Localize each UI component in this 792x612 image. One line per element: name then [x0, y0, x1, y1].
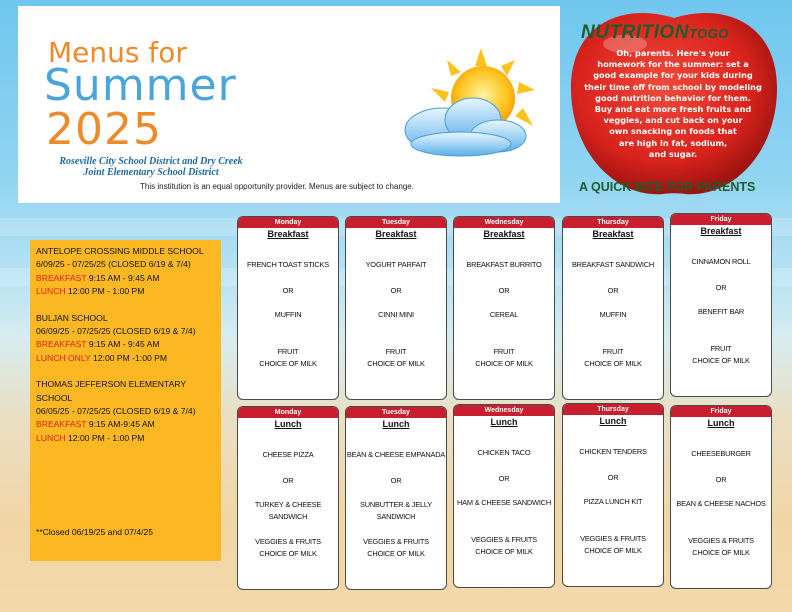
day-label: Friday	[671, 214, 771, 225]
menu-item: SUNBUTTER & JELLY	[359, 500, 433, 509]
lunch-card	[670, 405, 772, 589]
meal-label: Lunch	[382, 419, 410, 429]
title-line-2: Summer	[44, 60, 237, 111]
title-panel	[18, 6, 560, 203]
breakfast-card	[237, 216, 339, 400]
menu-side: CHOICE OF MILK	[692, 356, 750, 365]
school-info	[36, 312, 215, 366]
breakfast-card	[562, 216, 664, 400]
or-label: OR	[498, 474, 510, 483]
school-name: ANTELOPE CROSSING MIDDLE SCHOOL	[36, 246, 204, 256]
menu-side: FRUIT	[493, 347, 515, 356]
closed-note: **Closed 06/19/25 and 07/4/25	[36, 527, 154, 537]
menu-side: VEGGIES & FRUITS	[471, 535, 537, 544]
day-label: Tuesday	[346, 217, 446, 228]
menu-item: SANDWICH	[376, 512, 416, 521]
menu-item: BEAN & CHEESE NACHOS	[676, 499, 766, 508]
nutrition-footer: A QUICK BITE FOR PARENTS	[579, 180, 756, 194]
breakfast-card	[345, 216, 447, 400]
meal-label: Lunch	[707, 418, 735, 428]
or-label: OR	[390, 286, 402, 295]
menu-side: VEGGIES & FRUITS	[580, 534, 646, 543]
menu-side: CHOICE OF MILK	[692, 548, 750, 557]
school-name: THOMAS JEFFERSON ELEMENTARY SCHOOL	[36, 379, 186, 403]
day-label: Thursday	[563, 404, 663, 415]
or-label: OR	[607, 473, 619, 482]
menu-item: CHICKEN TACO	[477, 448, 531, 457]
meal-label: Breakfast	[483, 229, 525, 239]
menu-side: FRUIT	[277, 347, 299, 356]
day-label: Friday	[671, 406, 771, 417]
menu-side: CHOICE OF MILK	[584, 546, 642, 555]
disclaimer: This institution is an equal opportunity provider. Menus are subject to change.	[140, 182, 414, 191]
menu-item: BREAKFAST BURRITO	[466, 260, 542, 269]
school-lunch: LUNCH 12:00 PM - 1:00 PM	[36, 432, 145, 443]
menu-item: FRENCH TOAST STICKS	[246, 260, 330, 269]
school-lunch: LUNCH ONLY 12:00 PM -1:00 PM	[36, 352, 168, 363]
or-label: OR	[715, 283, 727, 292]
meal-label: Breakfast	[375, 229, 417, 239]
menu-side: FRUIT	[710, 344, 732, 353]
school-lunch: LUNCH 12:00 PM - 1:00 PM	[36, 286, 145, 297]
breakfast-card	[453, 216, 555, 400]
title-line-3: 2025	[46, 104, 162, 155]
day-label: Thursday	[563, 217, 663, 228]
menu-side: CHOICE OF MILK	[475, 359, 533, 368]
meal-label: Lunch	[274, 419, 302, 429]
menu-item: CEREAL	[489, 310, 519, 319]
nutrition-message: Oh, parents. Here's your homework for the summer: set a good example for your kids during their time off from school by modeling good nutrition behavior for them. Buy and eat more fresh fruits and veggies, and cut back on your own snacking on foods that are high in fat, sodium, and sugar.	[584, 48, 762, 159]
menu-item: PIZZA LUNCH KIT	[583, 497, 643, 506]
day-label: Monday	[238, 407, 338, 418]
menu-side: CHOICE OF MILK	[584, 359, 642, 368]
nutrition-title: NUTRITIONTOGO	[581, 22, 729, 43]
or-label: OR	[282, 476, 294, 485]
meal-label: Lunch	[490, 417, 518, 427]
menu-side: FRUIT	[385, 347, 407, 356]
menu-item: MUFFIN	[274, 310, 302, 319]
menu-side: VEGGIES & FRUITS	[688, 536, 754, 545]
school-name: BULJAN SCHOOL	[36, 312, 108, 323]
school-breakfast: BREAKFAST 9:15 AM - 9:45 AM	[36, 272, 160, 283]
school-dates: 06/09/25 - 07/25/25 (CLOSED 6/19 & 7/4)	[36, 326, 196, 337]
nutrition-title-togo: TOGO	[688, 26, 729, 41]
lunch-card	[345, 406, 447, 590]
or-label: OR	[498, 286, 510, 295]
menu-side: FRUIT	[602, 347, 624, 356]
day-label: Monday	[238, 217, 338, 228]
breakfast-card	[670, 213, 772, 397]
menu-side: VEGGIES & FRUITS	[255, 537, 321, 546]
menu-side: CHOICE OF MILK	[367, 549, 425, 558]
school-info	[36, 245, 215, 299]
meal-label: Lunch	[599, 416, 627, 426]
menu-side: VEGGIES & FRUITS	[363, 537, 429, 546]
school-dates: 06/05/25 - 07/25/25 (CLOSED 6/19 & 7/4)	[36, 406, 196, 417]
lunch-card	[453, 404, 555, 588]
schools-panel	[30, 240, 221, 561]
meal-label: Breakfast	[267, 229, 309, 239]
menu-side: CHOICE OF MILK	[475, 547, 533, 556]
menu-side: CHOICE OF MILK	[367, 359, 425, 368]
menu-item: BENEFIT BAR	[697, 307, 745, 316]
lunch-card	[562, 403, 664, 587]
menu-item: YOGURT PARFAIT	[365, 260, 427, 269]
day-label: Wednesday	[454, 405, 554, 416]
menu-side: CHOICE OF MILK	[259, 359, 317, 368]
school-breakfast: BREAKFAST 9:15 AM - 9:45 AM	[36, 339, 160, 350]
menu-item: CINNAMON ROLL	[691, 257, 751, 266]
menu-item: CHEESE PIZZA	[262, 450, 314, 459]
menu-item: BREAKFAST SANDWICH	[571, 260, 655, 269]
school-info	[36, 378, 215, 445]
day-label: Wednesday	[454, 217, 554, 228]
or-label: OR	[390, 476, 402, 485]
day-label: Tuesday	[346, 407, 446, 418]
district-name: Roseville City School District and Dry Creek Joint Elementary School District	[59, 156, 243, 178]
or-label: OR	[282, 286, 294, 295]
lunch-card	[237, 406, 339, 590]
menu-item: HAM & CHEESE SANDWICH	[457, 498, 551, 507]
menu-item: CINNI MINI	[378, 310, 414, 319]
meal-label: Breakfast	[592, 229, 634, 239]
meal-label: Breakfast	[700, 226, 742, 236]
or-label: OR	[607, 286, 619, 295]
menu-side: CHOICE OF MILK	[259, 549, 317, 558]
title-line-1: Menus for	[48, 36, 187, 69]
menu-item: BEAN & CHEESE EMPANADA	[346, 450, 446, 459]
menu-item: CHICKEN TENDERS	[579, 447, 647, 456]
or-label: OR	[715, 475, 727, 484]
menu-item: MUFFIN	[599, 310, 627, 319]
menu-item: CHEESEBURGER	[691, 449, 751, 458]
menu-item: SANDWICH	[268, 512, 308, 521]
menu-item: TURKEY & CHEESE	[254, 500, 322, 509]
school-dates: 6/09/25 - 07/25/25 (CLOSED 6/19 & 7/4)	[36, 259, 191, 270]
sun-cloud-illustration	[403, 48, 538, 158]
school-breakfast: BREAKFAST 9:15 AM-9:45 AM	[36, 419, 155, 430]
